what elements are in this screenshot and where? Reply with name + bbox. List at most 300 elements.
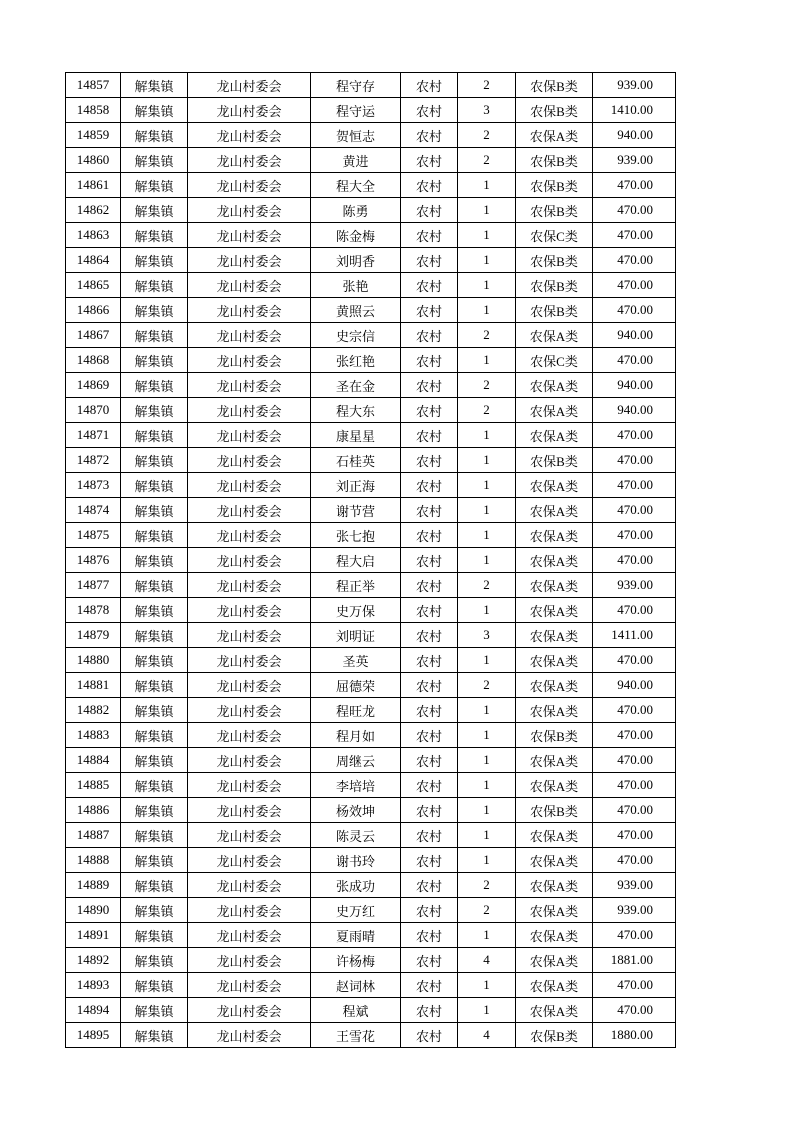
cell-town: 解集镇 bbox=[121, 248, 188, 273]
cell-amount: 470.00 bbox=[593, 723, 676, 748]
cell-count: 3 bbox=[458, 623, 516, 648]
cell-id: 14869 bbox=[66, 373, 121, 398]
cell-name: 刘明香 bbox=[311, 248, 401, 273]
cell-type: 农村 bbox=[401, 923, 458, 948]
table-row bbox=[66, 573, 676, 598]
cell-count: 1 bbox=[458, 748, 516, 773]
cell-village: 龙山村委会 bbox=[188, 123, 311, 148]
cell-amount: 1881.00 bbox=[593, 948, 676, 973]
cell-type: 农村 bbox=[401, 798, 458, 823]
cell-count: 1 bbox=[458, 298, 516, 323]
cell-amount: 470.00 bbox=[593, 923, 676, 948]
cell-count: 1 bbox=[458, 698, 516, 723]
cell-id: 14890 bbox=[66, 898, 121, 923]
cell-amount: 940.00 bbox=[593, 673, 676, 698]
cell-town: 解集镇 bbox=[121, 223, 188, 248]
table-row bbox=[66, 873, 676, 898]
cell-name: 程守存 bbox=[311, 73, 401, 98]
cell-type: 农村 bbox=[401, 223, 458, 248]
cell-name: 张红艳 bbox=[311, 348, 401, 373]
cell-amount: 470.00 bbox=[593, 448, 676, 473]
cell-village: 龙山村委会 bbox=[188, 248, 311, 273]
cell-category: 农保B类 bbox=[516, 248, 593, 273]
cell-id: 14880 bbox=[66, 648, 121, 673]
cell-town: 解集镇 bbox=[121, 498, 188, 523]
cell-category: 农保B类 bbox=[516, 798, 593, 823]
cell-town: 解集镇 bbox=[121, 698, 188, 723]
cell-amount: 940.00 bbox=[593, 123, 676, 148]
table-row bbox=[66, 123, 676, 148]
cell-type: 农村 bbox=[401, 173, 458, 198]
table-row bbox=[66, 448, 676, 473]
cell-type: 农村 bbox=[401, 898, 458, 923]
cell-category: 农保B类 bbox=[516, 173, 593, 198]
cell-id: 14873 bbox=[66, 473, 121, 498]
table-row bbox=[66, 748, 676, 773]
cell-category: 农保B类 bbox=[516, 448, 593, 473]
cell-type: 农村 bbox=[401, 1023, 458, 1048]
cell-name: 石桂英 bbox=[311, 448, 401, 473]
cell-town: 解集镇 bbox=[121, 598, 188, 623]
table-row bbox=[66, 723, 676, 748]
cell-type: 农村 bbox=[401, 623, 458, 648]
cell-town: 解集镇 bbox=[121, 523, 188, 548]
cell-category: 农保B类 bbox=[516, 148, 593, 173]
cell-category: 农保A类 bbox=[516, 848, 593, 873]
cell-id: 14868 bbox=[66, 348, 121, 373]
table-row bbox=[66, 998, 676, 1023]
cell-village: 龙山村委会 bbox=[188, 523, 311, 548]
cell-name: 许杨梅 bbox=[311, 948, 401, 973]
cell-amount: 470.00 bbox=[593, 773, 676, 798]
cell-village: 龙山村委会 bbox=[188, 848, 311, 873]
cell-town: 解集镇 bbox=[121, 198, 188, 223]
cell-town: 解集镇 bbox=[121, 1023, 188, 1048]
table-row bbox=[66, 598, 676, 623]
cell-village: 龙山村委会 bbox=[188, 198, 311, 223]
cell-id: 14862 bbox=[66, 198, 121, 223]
cell-town: 解集镇 bbox=[121, 73, 188, 98]
cell-town: 解集镇 bbox=[121, 998, 188, 1023]
cell-amount: 940.00 bbox=[593, 398, 676, 423]
cell-count: 1 bbox=[458, 723, 516, 748]
table-row bbox=[66, 223, 676, 248]
cell-count: 3 bbox=[458, 98, 516, 123]
table-body bbox=[66, 73, 676, 1048]
cell-count: 2 bbox=[458, 898, 516, 923]
cell-type: 农村 bbox=[401, 423, 458, 448]
cell-count: 1 bbox=[458, 173, 516, 198]
cell-village: 龙山村委会 bbox=[188, 948, 311, 973]
cell-category: 农保B类 bbox=[516, 273, 593, 298]
cell-town: 解集镇 bbox=[121, 623, 188, 648]
cell-category: 农保A类 bbox=[516, 823, 593, 848]
cell-name: 圣在金 bbox=[311, 373, 401, 398]
cell-village: 龙山村委会 bbox=[188, 473, 311, 498]
table-row bbox=[66, 423, 676, 448]
cell-id: 14889 bbox=[66, 873, 121, 898]
cell-name: 王雪花 bbox=[311, 1023, 401, 1048]
cell-amount: 470.00 bbox=[593, 648, 676, 673]
cell-town: 解集镇 bbox=[121, 973, 188, 998]
cell-category: 农保A类 bbox=[516, 523, 593, 548]
cell-amount: 470.00 bbox=[593, 273, 676, 298]
table-row bbox=[66, 698, 676, 723]
cell-amount: 939.00 bbox=[593, 573, 676, 598]
cell-id: 14872 bbox=[66, 448, 121, 473]
cell-count: 1 bbox=[458, 998, 516, 1023]
table-row bbox=[66, 898, 676, 923]
table-row bbox=[66, 148, 676, 173]
cell-count: 1 bbox=[458, 598, 516, 623]
cell-id: 14895 bbox=[66, 1023, 121, 1048]
cell-village: 龙山村委会 bbox=[188, 373, 311, 398]
cell-id: 14888 bbox=[66, 848, 121, 873]
cell-type: 农村 bbox=[401, 873, 458, 898]
cell-category: 农保A类 bbox=[516, 573, 593, 598]
cell-id: 14891 bbox=[66, 923, 121, 948]
cell-category: 农保A类 bbox=[516, 998, 593, 1023]
cell-count: 2 bbox=[458, 873, 516, 898]
cell-village: 龙山村委会 bbox=[188, 648, 311, 673]
cell-name: 杨效坤 bbox=[311, 798, 401, 823]
cell-amount: 470.00 bbox=[593, 348, 676, 373]
cell-town: 解集镇 bbox=[121, 823, 188, 848]
cell-name: 陈金梅 bbox=[311, 223, 401, 248]
table-row bbox=[66, 673, 676, 698]
cell-id: 14871 bbox=[66, 423, 121, 448]
cell-type: 农村 bbox=[401, 273, 458, 298]
cell-type: 农村 bbox=[401, 448, 458, 473]
table-row bbox=[66, 523, 676, 548]
cell-category: 农保A类 bbox=[516, 398, 593, 423]
cell-type: 农村 bbox=[401, 773, 458, 798]
cell-id: 14882 bbox=[66, 698, 121, 723]
cell-amount: 470.00 bbox=[593, 548, 676, 573]
cell-town: 解集镇 bbox=[121, 273, 188, 298]
cell-name: 康星星 bbox=[311, 423, 401, 448]
cell-name: 刘明证 bbox=[311, 623, 401, 648]
cell-category: 农保B类 bbox=[516, 298, 593, 323]
cell-category: 农保B类 bbox=[516, 73, 593, 98]
cell-amount: 470.00 bbox=[593, 473, 676, 498]
cell-name: 屈德荣 bbox=[311, 673, 401, 698]
cell-count: 1 bbox=[458, 973, 516, 998]
cell-town: 解集镇 bbox=[121, 898, 188, 923]
cell-village: 龙山村委会 bbox=[188, 573, 311, 598]
table-row bbox=[66, 773, 676, 798]
cell-count: 4 bbox=[458, 1023, 516, 1048]
cell-type: 农村 bbox=[401, 723, 458, 748]
cell-name: 史万红 bbox=[311, 898, 401, 923]
cell-count: 1 bbox=[458, 223, 516, 248]
cell-type: 农村 bbox=[401, 973, 458, 998]
table-row bbox=[66, 348, 676, 373]
table-row bbox=[66, 823, 676, 848]
cell-type: 农村 bbox=[401, 73, 458, 98]
cell-count: 1 bbox=[458, 448, 516, 473]
cell-village: 龙山村委会 bbox=[188, 548, 311, 573]
cell-village: 龙山村委会 bbox=[188, 273, 311, 298]
cell-village: 龙山村委会 bbox=[188, 973, 311, 998]
cell-id: 14858 bbox=[66, 98, 121, 123]
cell-type: 农村 bbox=[401, 523, 458, 548]
cell-id: 14893 bbox=[66, 973, 121, 998]
cell-village: 龙山村委会 bbox=[188, 748, 311, 773]
cell-count: 2 bbox=[458, 673, 516, 698]
cell-village: 龙山村委会 bbox=[188, 298, 311, 323]
cell-count: 2 bbox=[458, 73, 516, 98]
table-row bbox=[66, 198, 676, 223]
cell-type: 农村 bbox=[401, 848, 458, 873]
cell-type: 农村 bbox=[401, 98, 458, 123]
cell-village: 龙山村委会 bbox=[188, 873, 311, 898]
cell-name: 程月如 bbox=[311, 723, 401, 748]
cell-village: 龙山村委会 bbox=[188, 698, 311, 723]
cell-id: 14886 bbox=[66, 798, 121, 823]
cell-id: 14885 bbox=[66, 773, 121, 798]
table-row bbox=[66, 98, 676, 123]
cell-type: 农村 bbox=[401, 198, 458, 223]
cell-town: 解集镇 bbox=[121, 848, 188, 873]
cell-village: 龙山村委会 bbox=[188, 98, 311, 123]
cell-id: 14879 bbox=[66, 623, 121, 648]
cell-amount: 939.00 bbox=[593, 73, 676, 98]
cell-town: 解集镇 bbox=[121, 748, 188, 773]
cell-name: 程大启 bbox=[311, 548, 401, 573]
cell-amount: 939.00 bbox=[593, 873, 676, 898]
cell-village: 龙山村委会 bbox=[188, 73, 311, 98]
cell-name: 程守运 bbox=[311, 98, 401, 123]
cell-category: 农保A类 bbox=[516, 948, 593, 973]
cell-town: 解集镇 bbox=[121, 548, 188, 573]
cell-village: 龙山村委会 bbox=[188, 773, 311, 798]
cell-name: 黄照云 bbox=[311, 298, 401, 323]
cell-count: 1 bbox=[458, 798, 516, 823]
table-row bbox=[66, 623, 676, 648]
table-row bbox=[66, 298, 676, 323]
cell-name: 史万保 bbox=[311, 598, 401, 623]
cell-amount: 470.00 bbox=[593, 798, 676, 823]
cell-category: 农保A类 bbox=[516, 498, 593, 523]
cell-town: 解集镇 bbox=[121, 348, 188, 373]
table-row bbox=[66, 498, 676, 523]
cell-name: 张成功 bbox=[311, 873, 401, 898]
cell-count: 2 bbox=[458, 373, 516, 398]
cell-category: 农保A类 bbox=[516, 623, 593, 648]
cell-category: 农保A类 bbox=[516, 973, 593, 998]
benefits-table bbox=[65, 72, 676, 1048]
cell-town: 解集镇 bbox=[121, 798, 188, 823]
cell-amount: 470.00 bbox=[593, 823, 676, 848]
cell-amount: 939.00 bbox=[593, 148, 676, 173]
cell-id: 14884 bbox=[66, 748, 121, 773]
cell-village: 龙山村委会 bbox=[188, 223, 311, 248]
cell-name: 程斌 bbox=[311, 998, 401, 1023]
cell-category: 农保C类 bbox=[516, 348, 593, 373]
cell-count: 2 bbox=[458, 323, 516, 348]
cell-category: 农保A类 bbox=[516, 748, 593, 773]
cell-type: 农村 bbox=[401, 648, 458, 673]
cell-count: 1 bbox=[458, 248, 516, 273]
cell-type: 农村 bbox=[401, 348, 458, 373]
cell-count: 1 bbox=[458, 923, 516, 948]
cell-village: 龙山村委会 bbox=[188, 348, 311, 373]
cell-id: 14860 bbox=[66, 148, 121, 173]
cell-name: 谢书玲 bbox=[311, 848, 401, 873]
cell-village: 龙山村委会 bbox=[188, 673, 311, 698]
cell-amount: 940.00 bbox=[593, 373, 676, 398]
cell-id: 14857 bbox=[66, 73, 121, 98]
cell-category: 农保A类 bbox=[516, 673, 593, 698]
table-row bbox=[66, 923, 676, 948]
cell-category: 农保A类 bbox=[516, 773, 593, 798]
cell-village: 龙山村委会 bbox=[188, 448, 311, 473]
cell-type: 农村 bbox=[401, 548, 458, 573]
cell-category: 农保A类 bbox=[516, 648, 593, 673]
cell-name: 周继云 bbox=[311, 748, 401, 773]
cell-name: 张七抱 bbox=[311, 523, 401, 548]
cell-town: 解集镇 bbox=[121, 98, 188, 123]
cell-count: 2 bbox=[458, 148, 516, 173]
table-row bbox=[66, 973, 676, 998]
cell-id: 14876 bbox=[66, 548, 121, 573]
cell-village: 龙山村委会 bbox=[188, 798, 311, 823]
cell-village: 龙山村委会 bbox=[188, 1023, 311, 1048]
cell-amount: 470.00 bbox=[593, 423, 676, 448]
table-row bbox=[66, 173, 676, 198]
cell-amount: 470.00 bbox=[593, 298, 676, 323]
cell-count: 2 bbox=[458, 123, 516, 148]
cell-type: 农村 bbox=[401, 323, 458, 348]
cell-id: 14870 bbox=[66, 398, 121, 423]
cell-village: 龙山村委会 bbox=[188, 898, 311, 923]
table-row bbox=[66, 73, 676, 98]
cell-id: 14864 bbox=[66, 248, 121, 273]
cell-count: 1 bbox=[458, 548, 516, 573]
cell-count: 1 bbox=[458, 423, 516, 448]
cell-name: 李培培 bbox=[311, 773, 401, 798]
table-row bbox=[66, 323, 676, 348]
cell-id: 14887 bbox=[66, 823, 121, 848]
cell-type: 农村 bbox=[401, 248, 458, 273]
cell-amount: 470.00 bbox=[593, 498, 676, 523]
cell-town: 解集镇 bbox=[121, 398, 188, 423]
cell-category: 农保A类 bbox=[516, 698, 593, 723]
cell-town: 解集镇 bbox=[121, 923, 188, 948]
cell-type: 农村 bbox=[401, 123, 458, 148]
cell-village: 龙山村委会 bbox=[188, 148, 311, 173]
cell-type: 农村 bbox=[401, 573, 458, 598]
cell-name: 贺恒志 bbox=[311, 123, 401, 148]
cell-town: 解集镇 bbox=[121, 673, 188, 698]
cell-amount: 470.00 bbox=[593, 523, 676, 548]
cell-id: 14863 bbox=[66, 223, 121, 248]
cell-count: 1 bbox=[458, 198, 516, 223]
cell-amount: 470.00 bbox=[593, 223, 676, 248]
cell-town: 解集镇 bbox=[121, 323, 188, 348]
cell-id: 14894 bbox=[66, 998, 121, 1023]
cell-amount: 1411.00 bbox=[593, 623, 676, 648]
cell-amount: 1410.00 bbox=[593, 98, 676, 123]
cell-amount: 470.00 bbox=[593, 198, 676, 223]
cell-name: 史宗信 bbox=[311, 323, 401, 348]
cell-id: 14865 bbox=[66, 273, 121, 298]
cell-village: 龙山村委会 bbox=[188, 398, 311, 423]
cell-amount: 940.00 bbox=[593, 323, 676, 348]
table-row bbox=[66, 948, 676, 973]
cell-type: 农村 bbox=[401, 398, 458, 423]
cell-town: 解集镇 bbox=[121, 473, 188, 498]
cell-village: 龙山村委会 bbox=[188, 323, 311, 348]
cell-name: 程大东 bbox=[311, 398, 401, 423]
cell-village: 龙山村委会 bbox=[188, 998, 311, 1023]
cell-category: 农保A类 bbox=[516, 473, 593, 498]
table-row bbox=[66, 248, 676, 273]
cell-town: 解集镇 bbox=[121, 723, 188, 748]
cell-category: 农保B类 bbox=[516, 1023, 593, 1048]
cell-count: 1 bbox=[458, 498, 516, 523]
table-row bbox=[66, 273, 676, 298]
cell-name: 刘正海 bbox=[311, 473, 401, 498]
cell-id: 14866 bbox=[66, 298, 121, 323]
cell-id: 14875 bbox=[66, 523, 121, 548]
cell-town: 解集镇 bbox=[121, 148, 188, 173]
cell-amount: 470.00 bbox=[593, 173, 676, 198]
cell-amount: 470.00 bbox=[593, 848, 676, 873]
cell-village: 龙山村委会 bbox=[188, 423, 311, 448]
cell-category: 农保A类 bbox=[516, 323, 593, 348]
cell-count: 1 bbox=[458, 648, 516, 673]
cell-id: 14878 bbox=[66, 598, 121, 623]
table-row bbox=[66, 373, 676, 398]
cell-count: 1 bbox=[458, 823, 516, 848]
cell-id: 14861 bbox=[66, 173, 121, 198]
cell-town: 解集镇 bbox=[121, 373, 188, 398]
cell-name: 程旺龙 bbox=[311, 698, 401, 723]
cell-town: 解集镇 bbox=[121, 773, 188, 798]
cell-count: 2 bbox=[458, 573, 516, 598]
cell-name: 圣英 bbox=[311, 648, 401, 673]
cell-category: 农保A类 bbox=[516, 123, 593, 148]
cell-count: 1 bbox=[458, 523, 516, 548]
cell-town: 解集镇 bbox=[121, 173, 188, 198]
cell-name: 谢节营 bbox=[311, 498, 401, 523]
cell-id: 14859 bbox=[66, 123, 121, 148]
cell-name: 张艳 bbox=[311, 273, 401, 298]
cell-type: 农村 bbox=[401, 998, 458, 1023]
cell-count: 1 bbox=[458, 273, 516, 298]
table-row bbox=[66, 398, 676, 423]
cell-town: 解集镇 bbox=[121, 873, 188, 898]
cell-village: 龙山村委会 bbox=[188, 923, 311, 948]
cell-type: 农村 bbox=[401, 598, 458, 623]
cell-id: 14877 bbox=[66, 573, 121, 598]
cell-name: 黄进 bbox=[311, 148, 401, 173]
cell-id: 14892 bbox=[66, 948, 121, 973]
cell-name: 程正举 bbox=[311, 573, 401, 598]
cell-category: 农保A类 bbox=[516, 373, 593, 398]
table-row bbox=[66, 798, 676, 823]
cell-town: 解集镇 bbox=[121, 648, 188, 673]
cell-amount: 939.00 bbox=[593, 898, 676, 923]
cell-name: 夏雨晴 bbox=[311, 923, 401, 948]
cell-town: 解集镇 bbox=[121, 123, 188, 148]
cell-category: 农保A类 bbox=[516, 423, 593, 448]
cell-village: 龙山村委会 bbox=[188, 623, 311, 648]
cell-count: 1 bbox=[458, 348, 516, 373]
cell-type: 农村 bbox=[401, 373, 458, 398]
